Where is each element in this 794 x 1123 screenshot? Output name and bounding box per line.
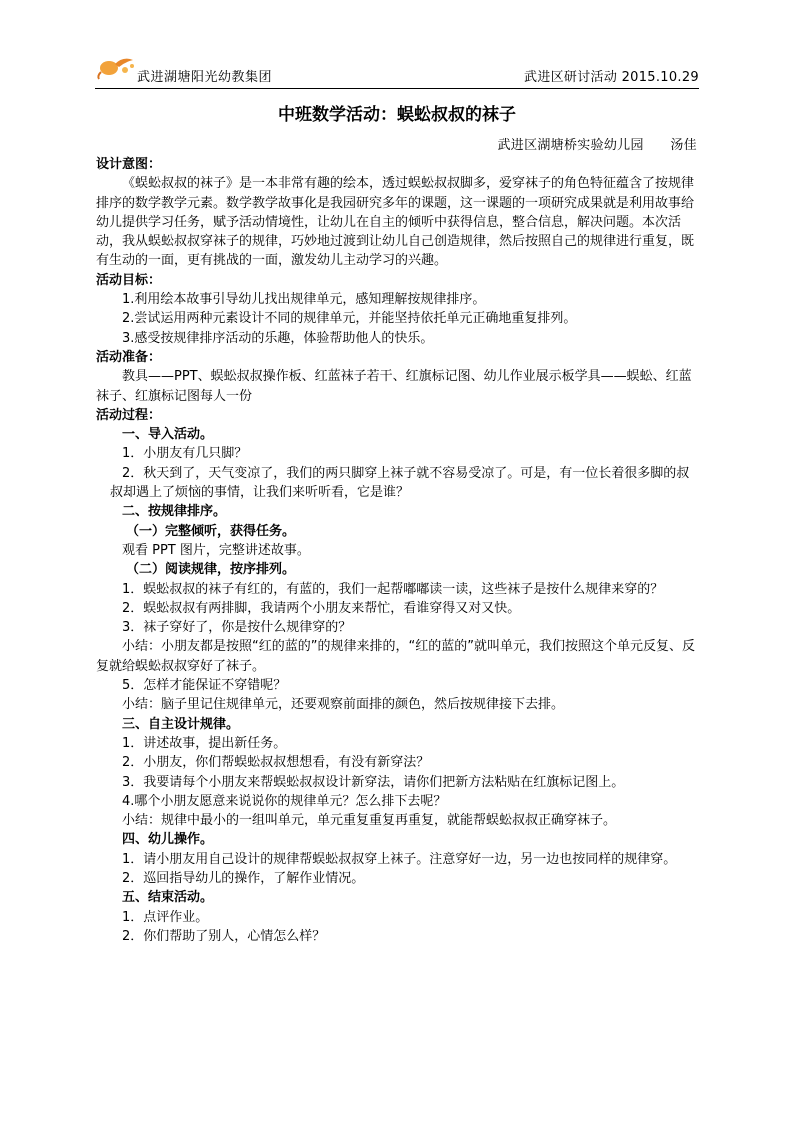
process-item: 1．请小朋友用自己设计的规律帮蜈蚣叔叔穿上袜子。注意穿好一边，另一边也按同样的规律穿。 — [122, 851, 677, 867]
document-title: 中班数学活动：蜈蚣叔叔的袜子 — [278, 105, 516, 125]
subsection-title: （二）阅读规律，按序排列。 — [126, 562, 296, 578]
author-line: 武进区湖塘桥实验幼儿园 汤佳 — [497, 138, 697, 153]
process-item: 3．袜子穿好了，你是按什么规律穿的？ — [122, 620, 352, 636]
process-item: 2．巡回指导幼儿的操作，了解作业情况。 — [122, 870, 365, 886]
process-item: 5．怎样才能保证不穿错呢？ — [122, 678, 287, 694]
sun-logo-icon — [95, 52, 139, 80]
process-item: 1．小朋友有几只脚？ — [122, 446, 248, 462]
section-title: 三、自主设计规律。 — [122, 716, 240, 732]
section-title: 五、结束活动。 — [122, 890, 214, 906]
process-item: 2．小朋友，你们帮蜈蚣叔叔想想看，有没有新穿法？ — [122, 755, 430, 771]
process-item: 观看 PPT 图片，完整讲述故事。 — [122, 542, 310, 558]
organization-name: 武进湖塘阳光幼教集团 — [137, 70, 273, 85]
summary-text: 小结：规律中最小的一组叫单元，单元重复重复再重复，就能帮蜈蚣叔叔正确穿袜子。 — [122, 813, 617, 829]
page-header — [95, 52, 699, 89]
design-text: 《蜈蚣叔叔的袜子》是一本非常有趣的绘本，透过蜈蚣叔叔脚多，爱穿袜子的角色特征蕴含了按规律排序的数学教学元素。数学教学故事化是我园研究多年的课题，这一课题的一项研究成果就是利用故事给幼儿提供学习任务，赋予活动情境性，让幼儿在自主的倾听中获得信息，整合信息，解决问题。本次活动，我从蜈蚣叔叔穿袜子的规律，巧妙地过渡到让幼儿自己创造规律，然后按照自己的规律进行重复，既有生动的一面，更有挑战的一面，激发幼儿主动学习的兴趣。 — [96, 176, 695, 269]
design-heading: 设计意图： — [96, 157, 162, 172]
prep-heading: 活动准备： — [96, 349, 162, 365]
process-item: 3．我要请每个小朋友来帮蜈蚣叔叔设计新穿法，请你们把新方法粘贴在红旗标记图上。 — [122, 774, 625, 790]
goal-item: 2.尝试运用两种元素设计不同的规律单元，并能坚持依托单元正确地重复排列。 — [122, 311, 577, 327]
process-item: 2．蜈蚣叔叔有两排脚，我请两个小朋友来帮忙，看谁穿得又对又快。 — [122, 600, 521, 616]
prep-text: 教具——PPT、蜈蚣叔叔操作板、红蓝袜子若干、红旗标记图、幼儿作业展示板学具——蜈蚣、红蓝袜子、红旗标记图每人一份 — [96, 369, 692, 404]
section-title: 四、幼儿操作。 — [122, 832, 214, 848]
goals-heading: 活动目标： — [96, 272, 162, 288]
section-title: 二、按规律排序。 — [122, 504, 227, 520]
process-item: 4.哪个小朋友愿意来说说你的规律单元？怎么排下去呢？ — [122, 793, 447, 809]
goal-item: 3.感受按规律排序活动的乐趣，体验帮助他人的快乐。 — [122, 330, 434, 346]
goal-item: 1.利用绘本故事引导幼儿找出规律单元，感知理解按规律排序。 — [122, 292, 486, 308]
process-heading: 活动过程： — [96, 407, 162, 423]
subsection-title: （一）完整倾听，获得任务。 — [126, 523, 296, 539]
process-item: 1．点评作业。 — [122, 909, 209, 925]
process-item: 1．蜈蚣叔叔的袜子有红的，有蓝的，我们一起帮嘟嘟读一读，这些袜子是按什么规律来穿的？ — [122, 581, 664, 597]
document-body — [96, 155, 700, 946]
process-item: 2．你们帮助了别人，心情怎么样？ — [122, 928, 326, 944]
event-info: 武进区研讨活动 2015.10.29 — [524, 70, 699, 85]
summary-text: 小结：脑子里记住规律单元，还要观察前面排的颜色，然后按规律接下去排。 — [122, 697, 565, 713]
process-item: 1．讲述故事，提出新任务。 — [122, 735, 287, 751]
process-item: 2．秋天到了，天气变凉了，我们的两只脚穿上袜子就不容易受凉了。可是，有一位长着很多脚的叔叔却遇上了烦恼的事情，让我们来听听看，它是谁？ — [110, 465, 690, 501]
summary-text: 小结：小朋友都是按照“红的蓝的”的规律来排的，“红的蓝的”就叫单元，我们按照这个单元反复、反复就给蜈蚣叔叔穿好了袜子。 — [96, 639, 695, 674]
section-title: 一、导入活动。 — [122, 427, 214, 443]
